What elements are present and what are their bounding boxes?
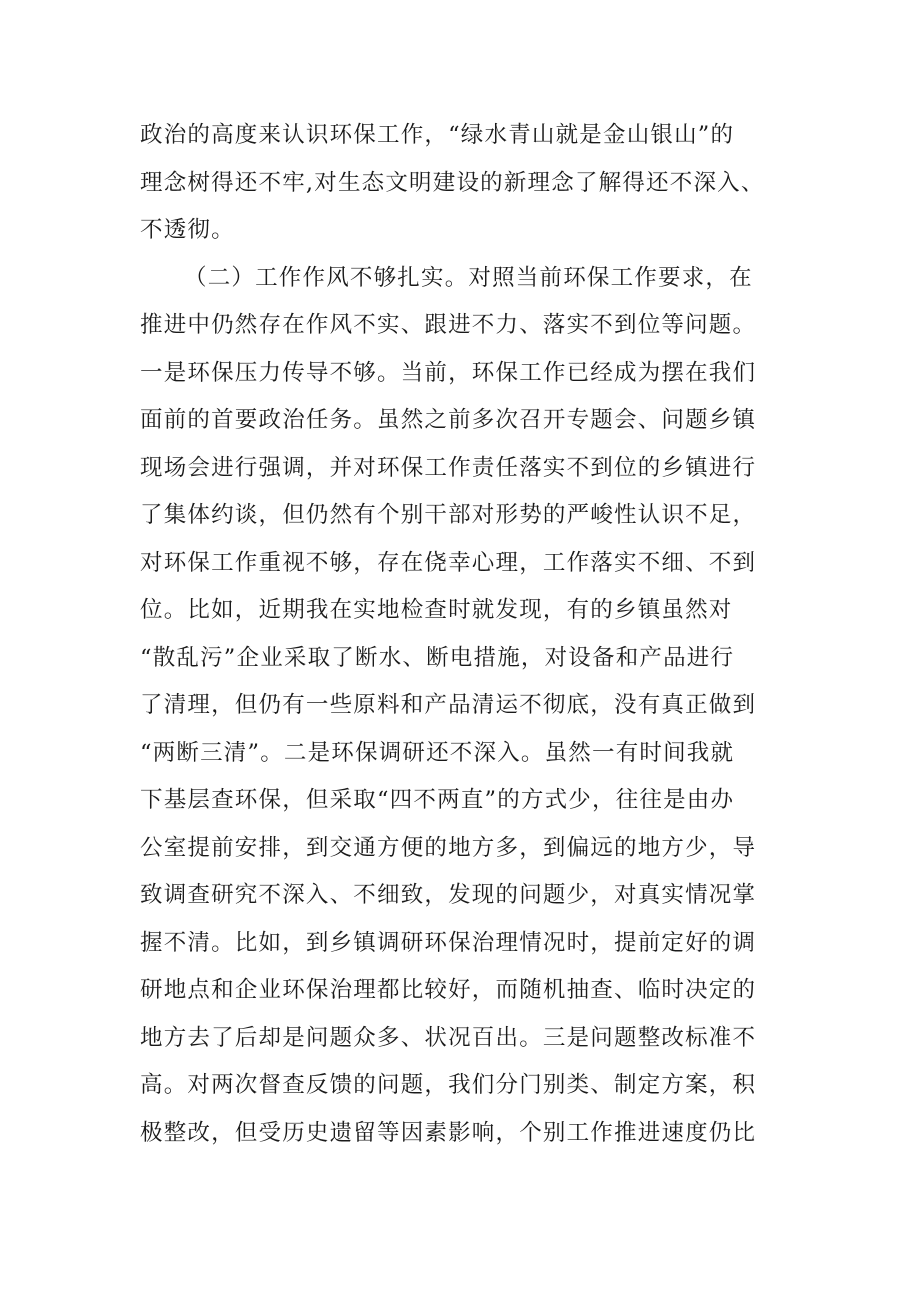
text-line: 高。对两次督查反馈的问题，我们分门别类、制定方案，积 — [140, 1072, 757, 1098]
text-line: 面前的首要政治任务。虽然之前多次召开专题会、问题乡镇 — [140, 407, 757, 433]
text-line: 研地点和企业环保治理都比较好，而随机抽查、临时决定的 — [140, 977, 757, 1003]
text-line: 公室提前安排，到交通方便的地方多，到偏远的地方少，导 — [140, 834, 757, 861]
text-line: 了集体约谈，但仍然有个别干部对形势的严峻性认识不足， — [140, 502, 757, 528]
body-text — [140, 112, 840, 1157]
text-line: 地方去了后却是问题众多、状况百出。三是问题整改标准不 — [140, 1024, 757, 1051]
text-line: 对环保工作重视不够，存在侥幸心理，工作落实不细、不到 — [140, 549, 757, 576]
text-line: 不透彻。 — [140, 217, 235, 243]
text-line: 理念树得还不牢,对生态文明建设的新理念了解得还不深入、 — [140, 169, 765, 196]
text-line: 一是环保压力传导不够。当前，环保工作已经成为摆在我们 — [140, 359, 757, 386]
text-line: 极整改，但受历史遗留等因素影响，个别工作推进速度仍比 — [140, 1119, 757, 1146]
text-line: 了清理，但仍有一些原料和产品清运不彻底，没有真正做到 — [140, 692, 757, 718]
text-line: 下基层查环保，但采取“四不两直”的方式少，往往是由办 — [140, 787, 735, 813]
text-line: “散乱污”企业采取了断水、断电措施，对设备和产品进行 — [140, 644, 735, 671]
text-line: “两断三清”。二是环保调研还不深入。虽然一有时间我就 — [140, 739, 735, 766]
text-line: 政治的高度来认识环保工作，“绿水青山就是金山银山”的 — [140, 122, 735, 148]
text-line: 致调查研究不深入、不细致，发现的问题少，对真实情况掌 — [140, 882, 757, 908]
text-line: 握不清。比如，到乡镇调研环保治理情况时，提前定好的调 — [140, 929, 757, 956]
text-line: 推进中仍然存在作风不实、跟进不力、落实不到位等问题。 — [140, 312, 757, 338]
text-line: 现场会进行强调，并对环保工作责任落实不到位的乡镇进行 — [140, 454, 757, 481]
section-heading-line: （二）工作作风不够扎实。对照当前环保工作要求，在 — [184, 264, 753, 291]
text-line: 位。比如，近期我在实地检查时就发现，有的乡镇虽然对 — [140, 597, 733, 623]
